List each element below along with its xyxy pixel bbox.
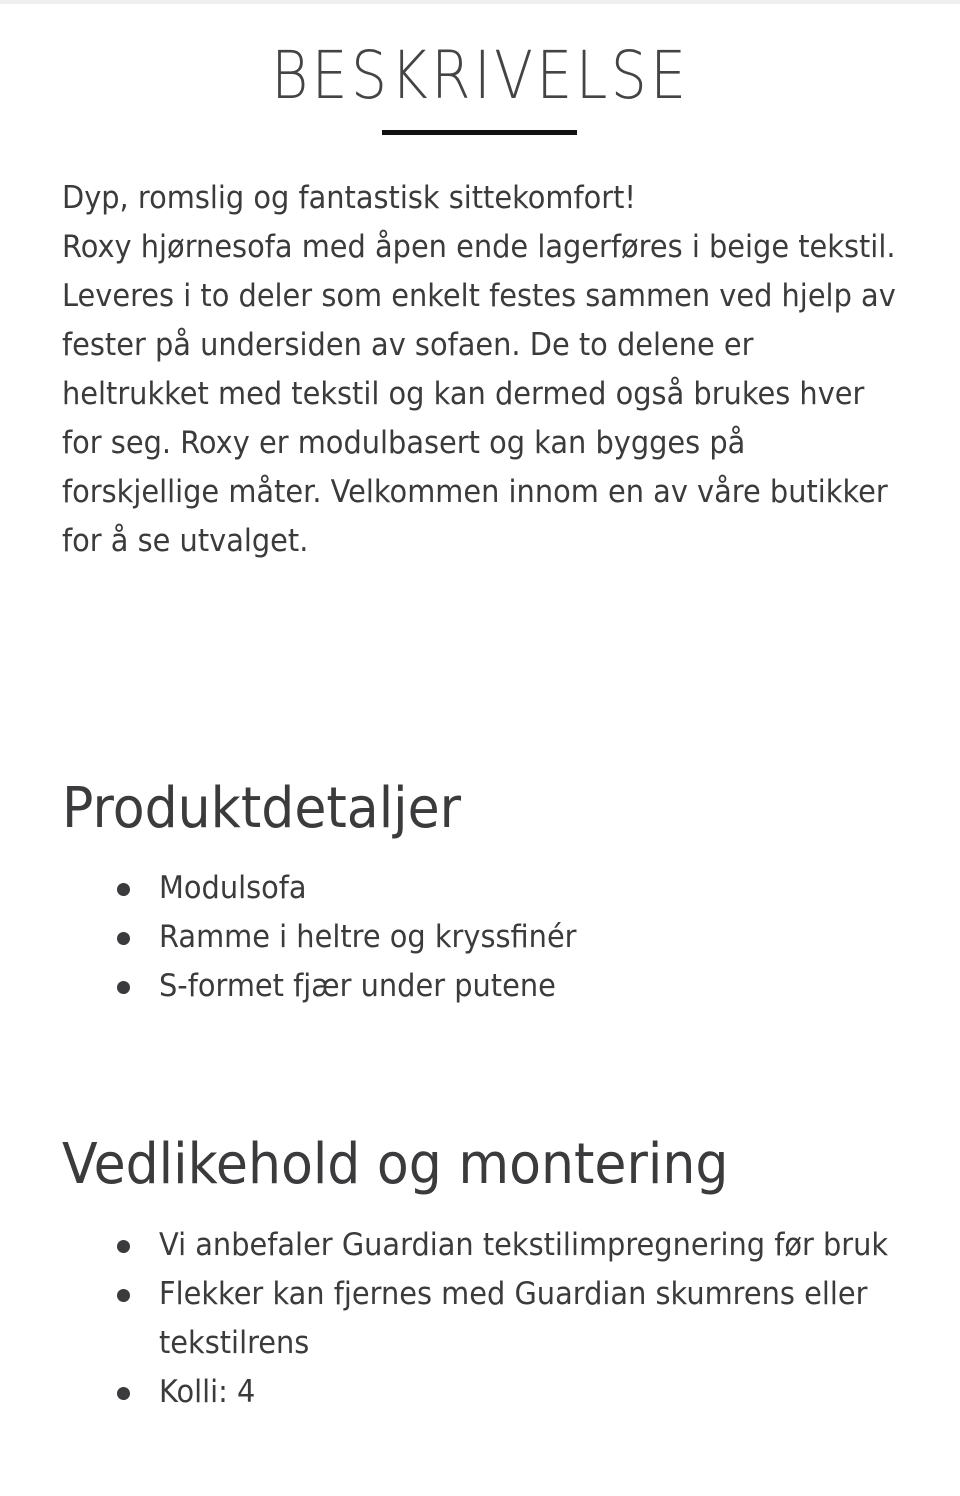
description-paragraph: Dyp, romslig og fantastisk sittekomfort! (62, 180, 636, 216)
top-edge-bar (0, 0, 960, 4)
bullet-icon (117, 1240, 130, 1253)
product-details-heading: Produktdetaljer (62, 776, 462, 841)
section-title: BESKRIVELSE (270, 37, 690, 114)
bullet-icon (117, 1387, 130, 1400)
bullet-icon (117, 883, 130, 896)
bullet-icon (117, 932, 130, 945)
list-item (0, 1270, 900, 1368)
list-item (0, 864, 900, 913)
bullet-icon (117, 1289, 130, 1302)
care-assembly-heading: Vedlikehold og montering (62, 1132, 729, 1197)
care-assembly-list (0, 1221, 900, 1417)
list-item (0, 1221, 900, 1270)
list-item (0, 1368, 900, 1417)
list-item-text: S-formet fjær under putene (159, 968, 556, 1004)
list-item-text: Modulsofa (159, 870, 307, 906)
list-item-text: Ramme i heltre og kryssfinér (159, 919, 577, 955)
list-item-text: Kolli: 4 (159, 1374, 256, 1410)
list-item-text: Flekker kan fjernes med Guardian skumrens eller tekstilrens (159, 1276, 868, 1361)
title-underline-divider (382, 130, 577, 135)
description-paragraph: Roxy hjørnesofa med åpen ende lagerføres i beige tekstil. (62, 229, 896, 265)
list-item (0, 913, 900, 962)
description-paragraph: Leveres i to deler som enkelt festes sammen ved hjelp av fester på undersiden av sofaen. De to delene er heltrukket med tekstil og kan dermed også brukes hver for seg. Roxy er modulbasert og kan bygges på forskjellige måter. Velkommen innom en av våre butikker for å se utvalget. (62, 278, 896, 559)
list-item (0, 962, 900, 1011)
product-details-list (0, 864, 900, 1011)
product-description (62, 174, 902, 566)
list-item-text: Vi anbefaler Guardian tekstilimpregnering før bruk (159, 1227, 889, 1263)
section-header (0, 36, 960, 116)
bullet-icon (117, 981, 130, 994)
